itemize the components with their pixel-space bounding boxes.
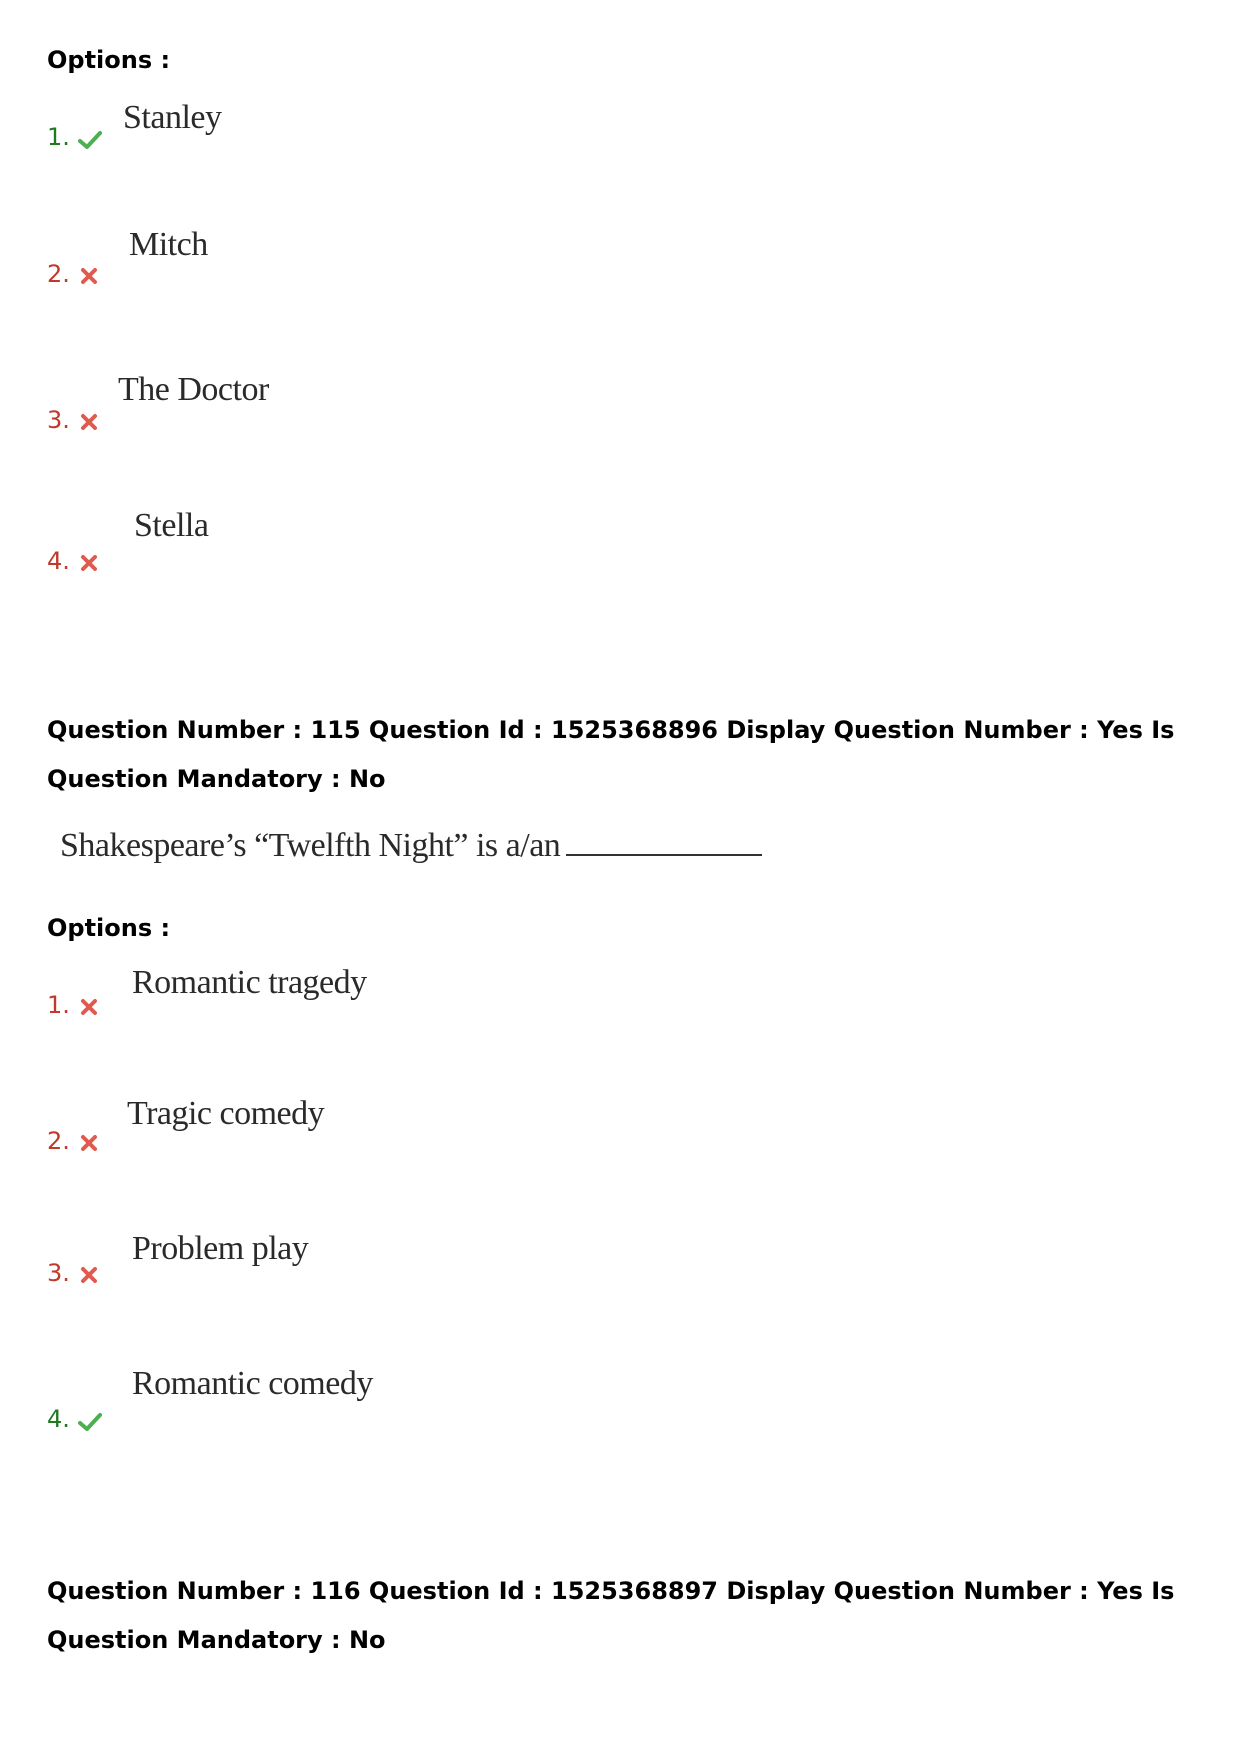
- option-text: Stanley: [123, 99, 222, 136]
- cross-icon: [78, 995, 102, 1015]
- option-index: 3.: [47, 1259, 70, 1287]
- option-text: Tragic comedy: [127, 1095, 325, 1132]
- option-number-1: [47, 990, 102, 1020]
- option-index: 2.: [47, 260, 70, 288]
- option-index: 2.: [47, 1127, 70, 1155]
- cross-icon: [78, 1263, 102, 1283]
- question-header: Question Number : 116 Question Id : 1525368897 Display Question Number : Yes Is Question Mandatory : No: [47, 1577, 1175, 1654]
- option-number-2: [47, 259, 102, 289]
- option-number-1: [47, 122, 102, 152]
- option-index: 4.: [47, 547, 70, 575]
- option-text: Mitch: [129, 226, 208, 263]
- cross-icon: [78, 410, 102, 430]
- check-icon: [78, 1409, 102, 1429]
- question-text: [60, 824, 762, 868]
- answer-blank: [566, 824, 762, 856]
- check-icon: [78, 127, 102, 147]
- option-number-2: [47, 1126, 102, 1156]
- option-text: Romantic comedy: [132, 1365, 373, 1402]
- question-stem: Shakespeare’s “Twelfth Night” is a/an: [60, 827, 561, 864]
- option-number-4: [47, 1404, 102, 1434]
- option-text: Romantic tragedy: [132, 964, 367, 1001]
- option-index: 3.: [47, 406, 70, 434]
- option-number-3: [47, 405, 102, 435]
- option-number-3: [47, 1258, 102, 1288]
- cross-icon: [78, 1131, 102, 1151]
- option-index: 1.: [47, 123, 70, 151]
- option-index: 4.: [47, 1405, 70, 1433]
- cross-icon: [78, 551, 102, 571]
- option-text: Stella: [134, 507, 209, 544]
- option-index: 1.: [47, 991, 70, 1019]
- cross-icon: [78, 264, 102, 284]
- option-text: The Doctor: [118, 371, 269, 408]
- options-label: Options :: [47, 46, 171, 74]
- options-label: Options :: [47, 914, 171, 942]
- option-number-4: [47, 546, 102, 576]
- option-text: Problem play: [132, 1230, 309, 1267]
- question-header: Question Number : 115 Question Id : 1525368896 Display Question Number : Yes Is Question Mandatory : No: [47, 716, 1175, 793]
